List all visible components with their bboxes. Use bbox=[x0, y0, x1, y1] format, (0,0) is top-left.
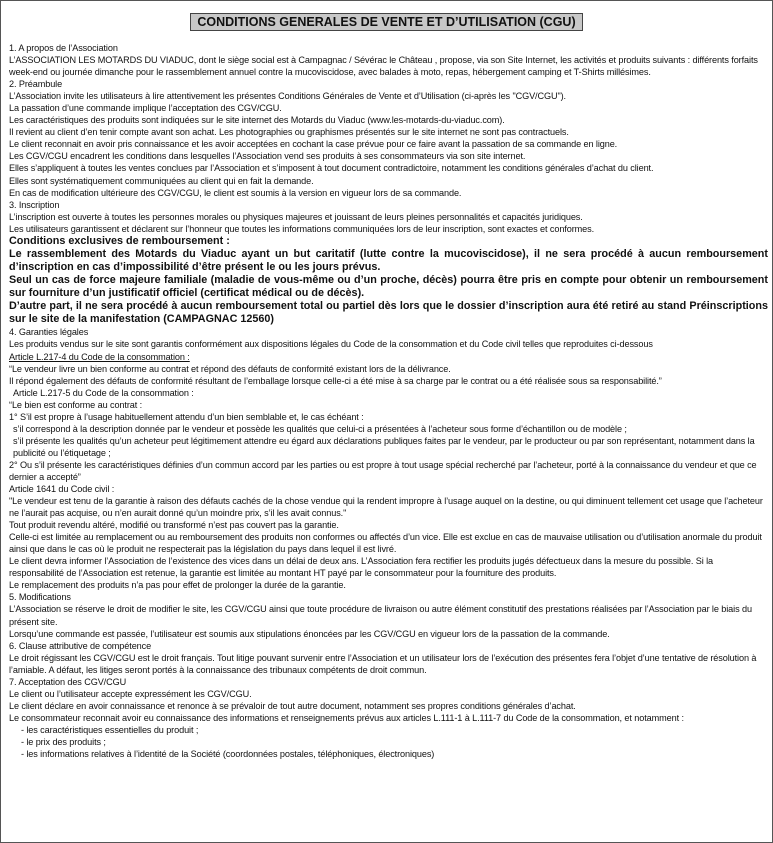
paragraph: L’ASSOCIATION LES MOTARDS DU VIADUC, dont le siège social est à Campagnac / Sévérac le Château , propose, via son Site Internet, les activités et produits suivants : différents forfaits week-end ou journée dimanche pour le rassemblement annuel contre la mucoviscidose, avec balades à moto, repas, hébergement camping et T-Shirts millésimes. bbox=[9, 55, 758, 78]
section-heading: 3. Inscription bbox=[9, 199, 60, 210]
document-title: CONDITIONS GENERALES DE VENTE ET D’UTILISATION (CGU) bbox=[190, 13, 582, 31]
paragraph: Lorsqu’une commande est passée, l’utilisateur est soumis aux stipulations énoncées par les CGV/CGU en vigueur lors de la passation de la commande. bbox=[9, 628, 610, 639]
title-wrap bbox=[1, 13, 772, 31]
paragraph: 1° S’il est propre à l’usage habituellement attendu d’un bien semblable et, le cas échéant : bbox=[9, 411, 364, 422]
paragraph: Le client devra informer l’Association de l’existence des vices dans un délai de deux ans. L’Association fera rectifier les produits jugés défectueux dans la mesure du possible. Si la responsabilité de l’Association est retenue, la garantie est limitée au montant HT payé par le consommateur pour la fourniture des produits. bbox=[9, 556, 713, 579]
paragraph: L’inscription est ouverte à toutes les personnes morales ou physiques majeures et jouissant de leurs pleines personnalités et capacités juridiques. bbox=[9, 211, 583, 222]
paragraph: Elles sont systématiquement communiquées au client qui en fait la demande. bbox=[9, 175, 314, 186]
section-heading: 1. A propos de l’Association bbox=[9, 43, 118, 53]
paragraph: Tout produit revendu altéré, modifié ou transformé n’est pas couvert pas la garantie. bbox=[9, 520, 339, 531]
article-reference: Article 1641 du Code civil : bbox=[9, 484, 115, 495]
refund-paragraph: Le rassemblement des Motards du Viaduc ayant un but caritatif (lutte contre la mucoviscidose), il ne sera procédé à aucun remboursement d’inscription en cas d’impossibilité d’être présent le ou les jours prévus. bbox=[9, 247, 768, 273]
paragraph: “Le vendeur livre un bien conforme au contrat et répond des défauts de conformité existant lors de la délivrance. bbox=[9, 363, 451, 374]
document-body bbox=[9, 42, 768, 760]
paragraph: La passation d’une commande implique l’acceptation des CGV/CGU. bbox=[9, 103, 282, 114]
article-reference: Article L.217-4 du Code de la consommation : bbox=[9, 351, 190, 362]
article-reference: Article L.217-5 du Code de la consommation : bbox=[13, 387, 194, 398]
paragraph: Le remplacement des produits n’a pas pour effet de prolonger la durée de la garantie. bbox=[9, 580, 346, 591]
paragraph: Elles s’appliquent à toutes les ventes conclues par l’Association et s’imposent à tout document contradictoire, notamment les conditions générales d’achat du client. bbox=[9, 163, 654, 174]
paragraph: Le client déclare en avoir connaissance et renonce à se prévaloir de tout autre document, notamment ses propres conditions générales d’achat. bbox=[9, 700, 576, 711]
paragraph: L’Association se réserve le droit de modifier le site, les CGV/CGU ainsi que toute procédure de livraison ou autre élément constitutif des prestations réalisées par l’Association par le biais du présent site. bbox=[9, 604, 752, 627]
refund-paragraph: Seul un cas de force majeure familiale (maladie de vous-même ou d’un proche, décès) pourra être pris en compte pour obtenir un remboursement sur fourniture d’un justificatif officiel (certificat médical ou de décès). bbox=[9, 274, 768, 300]
paragraph: Il revient au client d’en tenir compte avant son achat. Les photographies ou graphismes présentés sur le site internet ne sont pas contractuels. bbox=[9, 127, 569, 138]
paragraph: s’il présente les qualités qu’un acheteur peut légitimement attendre eu égard aux déclarations publiques faites par le vendeur, par le producteur ou par son représentant, notamment dans la publicité ou l’étiquetage ; bbox=[13, 435, 755, 458]
paragraph: Le consommateur reconnait avoir eu connaissance des informations et renseignements prévus aux articles L.111-1 à L.111-7 du Code de la consommation, et notamment : bbox=[9, 712, 684, 723]
list-item: - le prix des produits ; bbox=[21, 737, 106, 747]
section-heading: 7. Acceptation des CGV/CGU bbox=[9, 676, 127, 687]
paragraph: Les caractéristiques des produits sont indiquées sur le site internet des Motards du Viaduc (www.les-motards-du-viaduc.com). bbox=[9, 115, 505, 126]
paragraph: 2° Ou s’il présente les caractéristiques définies d’un commun accord par les parties ou est propre à tout usage spécial recherché par l’acheteur, porté à la connaissance du vendeur et que ce dernier a accepté” bbox=[9, 459, 757, 482]
paragraph: Il répond également des défauts de conformité résultant de l’emballage lorsque celle-ci a été mise à sa charge par le contrat ou a été réalisée sous sa responsabilité.” bbox=[9, 375, 662, 386]
paragraph: Le client reconnait en avoir pris connaissance et les avoir acceptées en cochant la case prévue pour ce faire avant la passation de sa commande en ligne. bbox=[9, 139, 618, 150]
refund-paragraph: D’autre part, il ne sera procédé à aucun remboursement total ou partiel dès lors que le dossier d’inscription aura été retiré au stand Préinscriptions sur le site de la manifestation (CAMPAGNAC 12560) bbox=[9, 300, 768, 326]
list-item: - les caractéristiques essentielles du produit ; bbox=[21, 724, 199, 735]
paragraph: “Le bien est conforme au contrat : bbox=[9, 399, 143, 410]
paragraph: Les utilisateurs garantissent et déclarent sur l’honneur que toutes les informations communiquées lors de leur inscription, sont exactes et conformes. bbox=[9, 223, 595, 234]
section-heading: 6. Clause attributive de compétence bbox=[9, 640, 152, 651]
paragraph: Les produits vendus sur le site sont garantis conformément aux dispositions légales du Code de la consommation et du Code civil telles que reproduites ci-dessous bbox=[9, 339, 653, 350]
list-item: - les informations relatives à l’identité de la Société (coordonnées postales, téléphoniques, électroniques) bbox=[21, 749, 435, 760]
section-heading: 2. Préambule bbox=[9, 79, 63, 90]
refund-heading: Conditions exclusives de remboursement : bbox=[9, 234, 230, 247]
paragraph: Les CGV/CGU encadrent les conditions dans lesquelles l’Association vend ses produits à ses consommateurs via son site internet. bbox=[9, 151, 526, 162]
paragraph: Celle-ci est limitée au remplacement ou au remboursement des produits non conformes ou affectés d’un vice. Elle est exclue en cas de mauvaise utilisation ou d’utilisation anormale du produit ainsi que dans le cas où le produit ne respecterait pas la législation du pays dans lequel il est livré. bbox=[9, 532, 762, 555]
paragraph: L’Association invite les utilisateurs à lire attentivement les présentes Conditions Générales de Vente et d’Utilisation (ci-après les "CGV/CGU"). bbox=[9, 91, 566, 102]
paragraph: "Le vendeur est tenu de la garantie à raison des défauts cachés de la chose vendue qui la rendent impropre à l’usage auquel on la destine, ou qui diminuent tellement cet usage que l’acheteur ne l’aurait pas acquise, ou n’en aurait donné qu’un moindre prix, s’il les avait connus." bbox=[9, 496, 763, 519]
section-heading: 5. Modifications bbox=[9, 592, 71, 603]
paragraph: Le client ou l’utilisateur accepte expressément les CGV/CGU. bbox=[9, 688, 252, 699]
paragraph: En cas de modification ultérieure des CGV/CGU, le client est soumis à la version en vigueur lors de sa commande. bbox=[9, 187, 462, 198]
paragraph: s’il correspond à la description donnée par le vendeur et possède les qualités que celui-ci a présentées à l’acheteur sous forme d’échantillon ou de modèle ; bbox=[13, 423, 627, 434]
paragraph: Le droit régissant les CGV/CGU est le droit français. Tout litige pouvant survenir entre l’Association et un utilisateur lors de l’exécution des présentes fera l’objet d’une tentative de résolution à l’amiable. A défaut, les litiges seront portés à la connaissance des tribunaux compétents de droit commun. bbox=[9, 652, 757, 675]
section-heading: 4. Garanties légales bbox=[9, 327, 89, 338]
